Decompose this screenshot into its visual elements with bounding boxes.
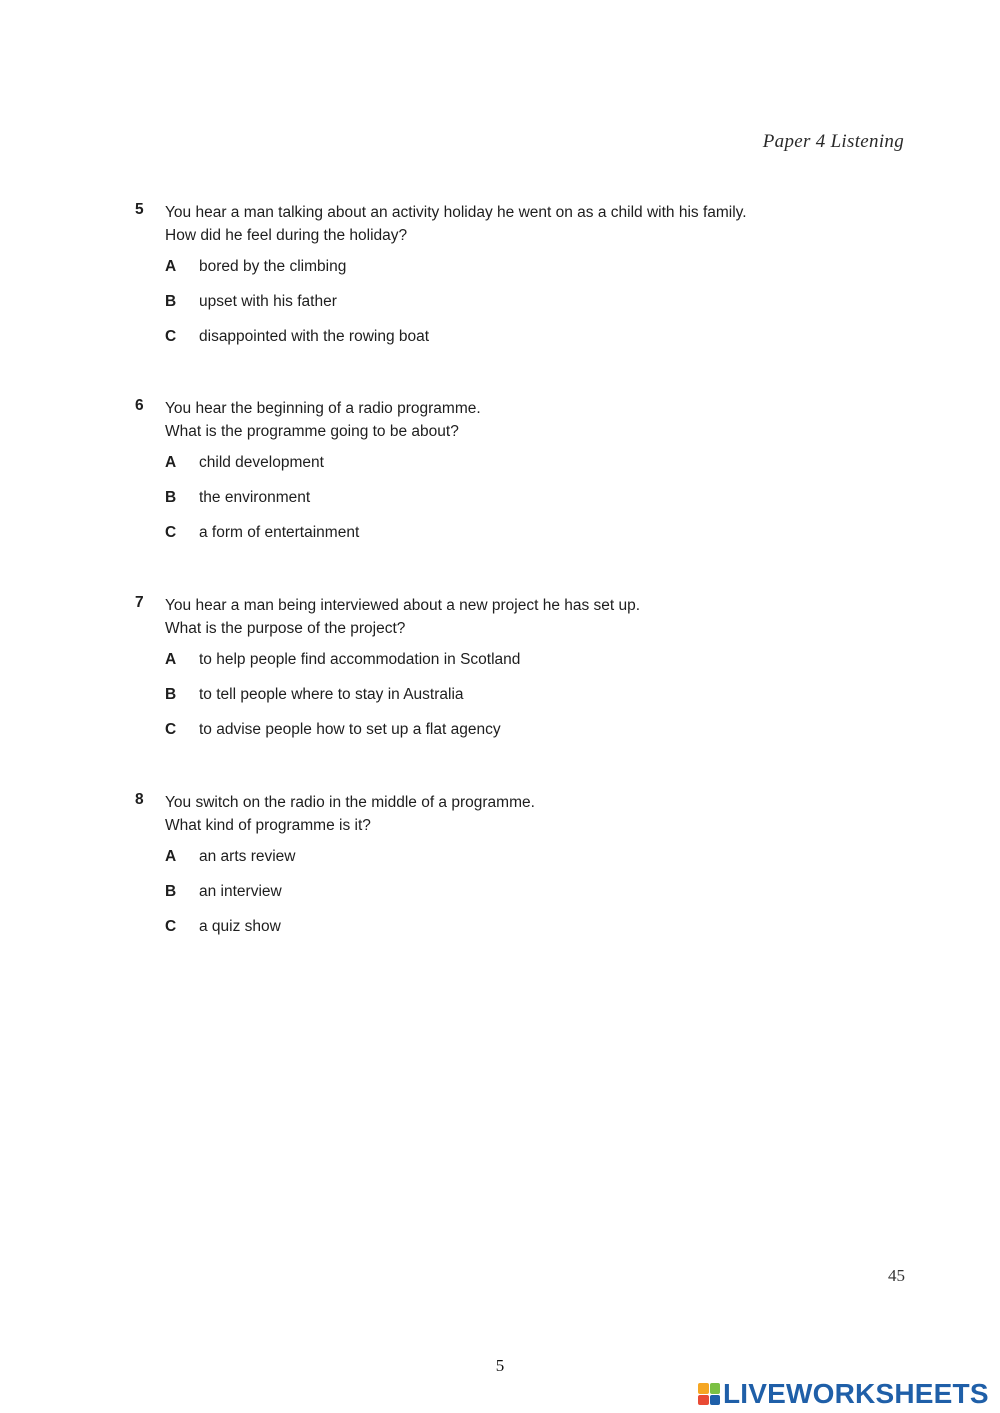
option-letter: C — [165, 918, 177, 935]
option-text: the environment — [199, 489, 311, 506]
option-letter: A — [165, 454, 177, 471]
option-text: child development — [199, 454, 324, 471]
option-letter: B — [165, 686, 177, 703]
option-letter: C — [165, 524, 177, 541]
question-stem-line: You hear a man talking about an activity holiday he went on as a child with his family. — [165, 204, 747, 221]
question-stem-line: You hear a man being interviewed about a new project he has set up. — [165, 597, 641, 614]
page-header: Paper 4 Listening — [762, 131, 904, 152]
option-text: a quiz show — [199, 918, 281, 935]
logo-mark-icon — [698, 1383, 720, 1405]
question-number: 6 — [135, 397, 144, 414]
sheet-page-number: 5 — [495, 1356, 505, 1375]
option-letter: B — [165, 489, 177, 506]
option-letter: C — [165, 721, 177, 738]
question-stem — [165, 201, 747, 247]
option-letter: A — [165, 848, 177, 865]
liveworksheets-logo[interactable] — [698, 1379, 989, 1409]
question-stem — [165, 594, 640, 640]
option-text: a form of entertainment — [199, 524, 360, 541]
question-stem-line: What is the programme going to be about? — [165, 423, 459, 440]
question-number: 7 — [135, 594, 144, 611]
question-number: 8 — [135, 791, 144, 808]
option-text: to tell people where to stay in Australia — [199, 686, 464, 703]
option-letter: A — [165, 258, 177, 275]
question-stem-line: How did he feel during the holiday? — [165, 227, 408, 244]
option-text: an arts review — [199, 848, 296, 865]
option-text: to advise people how to set up a flat agency — [199, 721, 501, 738]
option-text: upset with his father — [199, 293, 337, 310]
option-text: an interview — [199, 883, 282, 900]
question-stem-line: What is the purpose of the project? — [165, 620, 406, 637]
option-letter: C — [165, 328, 177, 345]
option-letter: B — [165, 293, 177, 310]
question-stem — [165, 397, 481, 443]
option-text: disappointed with the rowing boat — [199, 328, 430, 345]
question-stem-line: What kind of programme is it? — [165, 817, 371, 834]
logo-text: LIVEWORKSHEETS — [723, 1378, 989, 1409]
question-stem-line: You switch on the radio in the middle of a programme. — [165, 794, 535, 811]
option-text: bored by the climbing — [199, 258, 347, 275]
option-letter: A — [165, 651, 177, 668]
book-page-number: 45 — [888, 1266, 905, 1285]
option-text: to help people find accommodation in Scotland — [199, 651, 521, 668]
question-stem-line: You hear the beginning of a radio programme. — [165, 400, 481, 417]
question-number: 5 — [135, 201, 144, 218]
question-stem — [165, 791, 535, 837]
option-letter: B — [165, 883, 177, 900]
